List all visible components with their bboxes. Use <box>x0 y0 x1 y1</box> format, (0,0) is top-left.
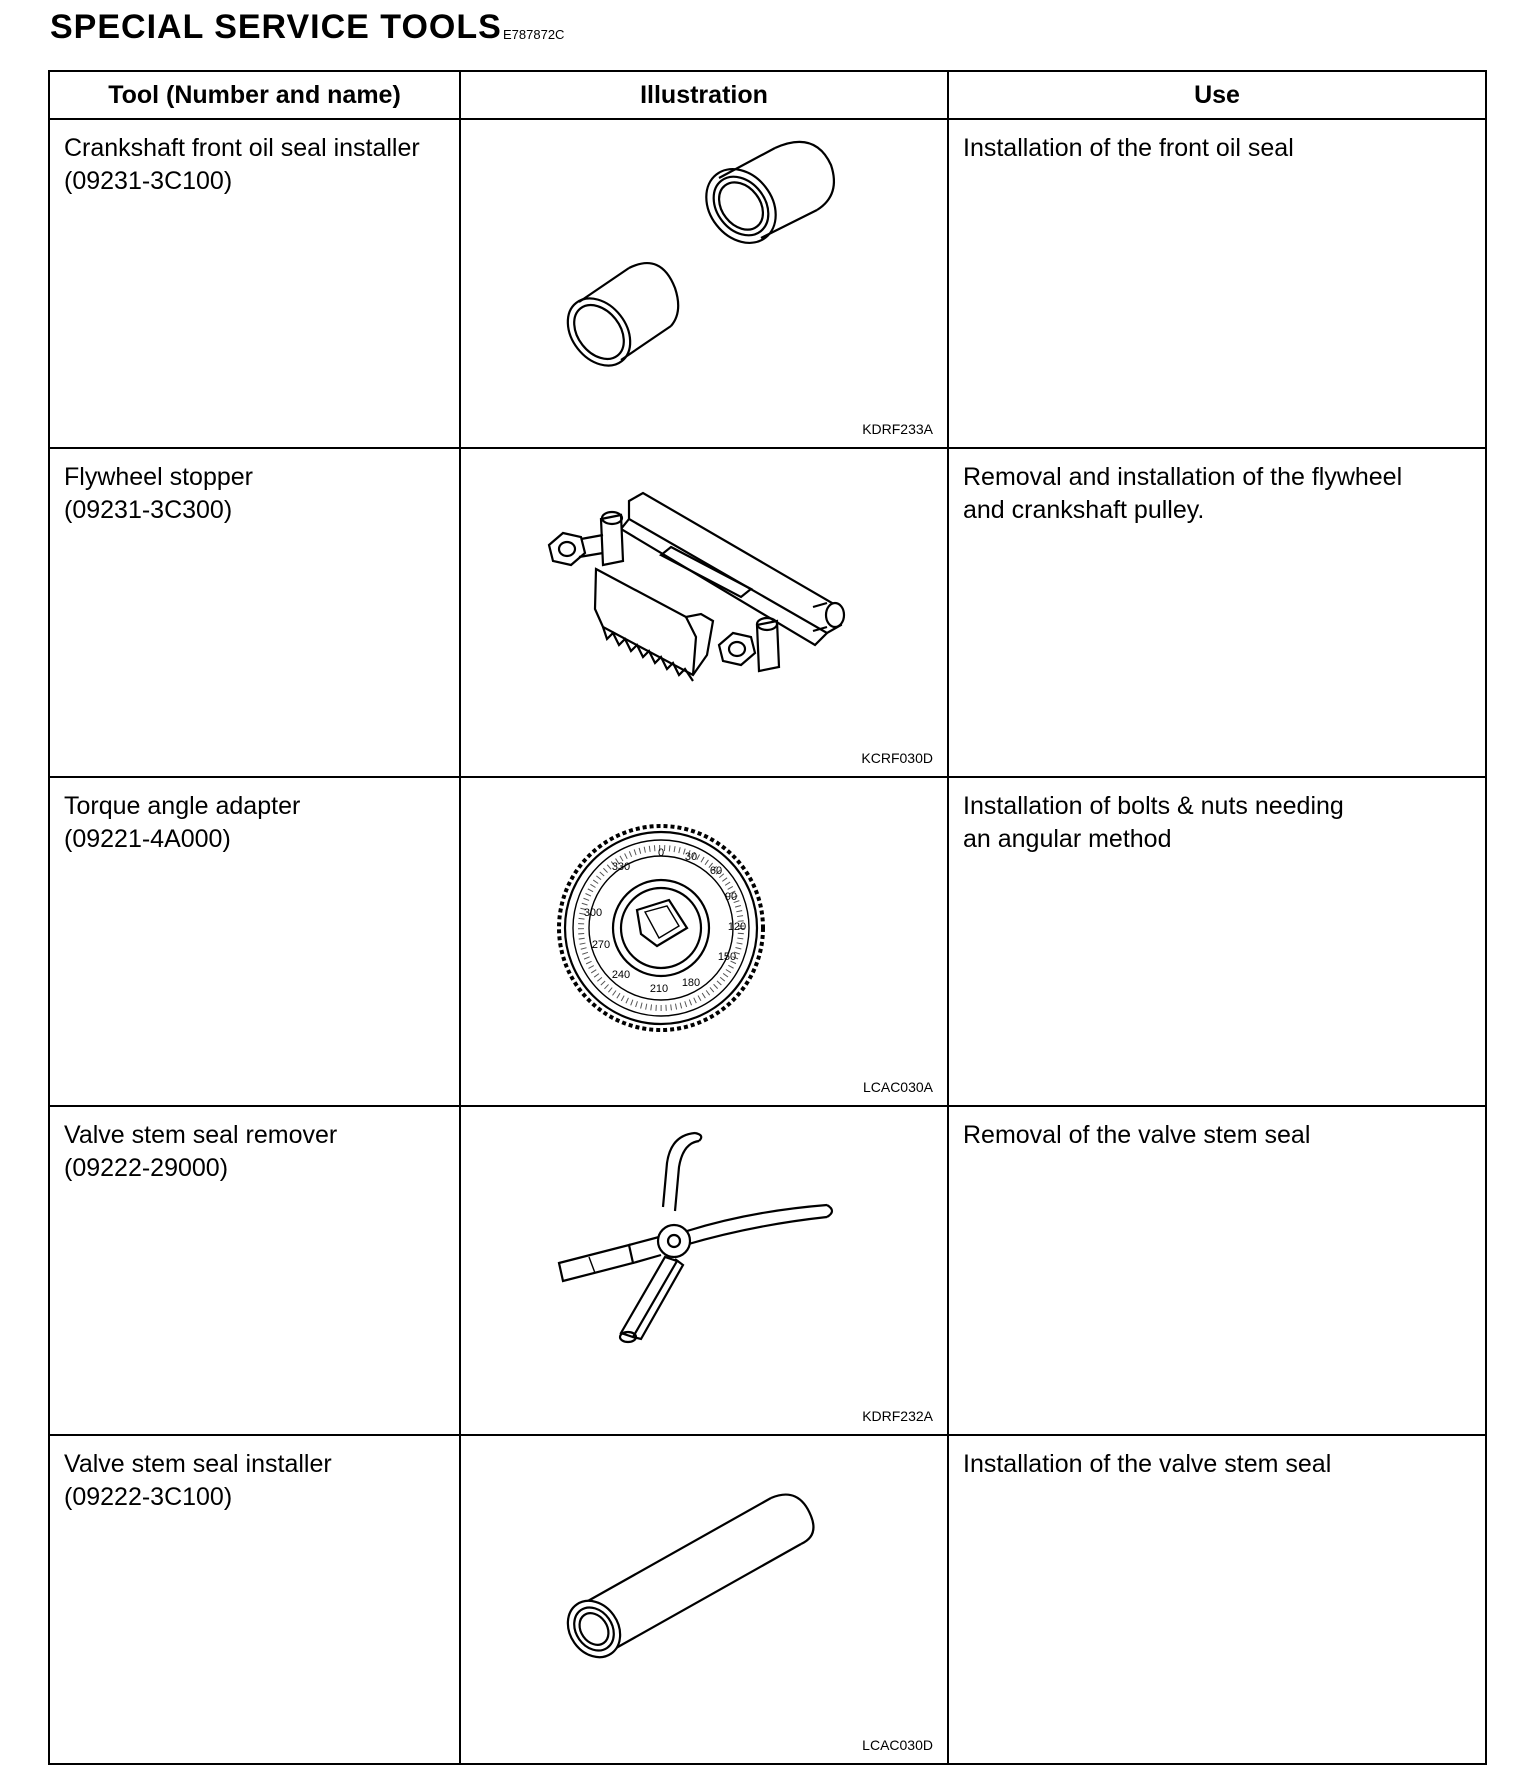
table-row <box>49 1106 1486 1435</box>
illustration-code: KCRF030D <box>861 750 933 766</box>
use-cell <box>948 1435 1486 1764</box>
illustration-cell <box>460 1106 948 1435</box>
torque-angle-adapter-icon <box>461 778 947 1093</box>
use-text: Removal of the valve stem seal <box>963 1121 1311 1149</box>
illustration-cell <box>460 777 948 1106</box>
svg-text:90: 90 <box>724 891 738 903</box>
special-tools-table <box>48 70 1487 1765</box>
tool-name-cell <box>49 448 460 777</box>
table-header-row <box>49 71 1486 119</box>
tool-name: Valve stem seal installer <box>64 1450 332 1478</box>
illustration-code: KDRF233A <box>862 421 933 437</box>
tool-name: Valve stem seal remover <box>64 1121 338 1149</box>
use-text: Installation of the valve stem seal <box>963 1450 1332 1478</box>
use-text: Removal and installation of the flywheel <box>963 463 1403 491</box>
column-header-use: Use <box>948 71 1486 119</box>
column-header-illustration: Illustration <box>460 71 948 119</box>
tool-name: Flywheel stopper <box>64 463 253 491</box>
svg-text:120: 120 <box>727 921 747 933</box>
tool-number: (09222-29000) <box>64 1154 229 1182</box>
page-title: SPECIAL SERVICE TOOLS <box>50 8 502 46</box>
valve-stem-seal-installer-icon <box>461 1436 947 1751</box>
column-header-tool: Tool (Number and name) <box>49 71 460 119</box>
illustration-cell <box>460 119 948 448</box>
tool-name: Crankshaft front oil seal installer <box>64 134 420 162</box>
tool-number: (09222-3C100) <box>64 1483 233 1511</box>
svg-text:330: 330 <box>611 861 631 873</box>
tool-name-cell <box>49 119 460 448</box>
svg-text:0: 0 <box>657 847 665 859</box>
svg-text:150: 150 <box>717 951 737 963</box>
svg-text:210: 210 <box>649 983 669 995</box>
tool-name-cell <box>49 777 460 1106</box>
illustration-code: LCAC030A <box>862 1079 933 1095</box>
tool-number: (09231-3C100) <box>64 167 233 195</box>
use-text: Installation of bolts & nuts needing <box>963 792 1344 820</box>
use-cell <box>948 448 1486 777</box>
tool-name-cell <box>49 1106 460 1435</box>
table-row <box>49 119 1486 448</box>
use-cell <box>948 119 1486 448</box>
tool-name-cell <box>49 1435 460 1764</box>
illustration-cell <box>460 1435 948 1764</box>
table-row <box>49 448 1486 777</box>
svg-text:60: 60 <box>709 865 723 877</box>
use-text: an angular method <box>963 825 1172 853</box>
illustration-code: LCAC030D <box>862 1737 933 1753</box>
illustration-code: KDRF232A <box>862 1408 933 1424</box>
table-row <box>49 1435 1486 1764</box>
document-code: E787872C <box>503 27 565 42</box>
table-row <box>49 777 1486 1106</box>
svg-text:300: 300 <box>583 907 603 919</box>
use-text: Installation of the front oil seal <box>963 134 1294 162</box>
tool-number: (09231-3C300) <box>64 496 233 524</box>
use-text: and crankshaft pulley. <box>963 496 1205 524</box>
valve-stem-seal-remover-icon <box>461 1107 947 1422</box>
svg-text:240: 240 <box>611 969 631 981</box>
svg-text:180: 180 <box>681 977 701 989</box>
use-cell <box>948 777 1486 1106</box>
oil-seal-installer-icon <box>461 120 947 435</box>
tool-name: Torque angle adapter <box>64 792 301 820</box>
flywheel-stopper-icon <box>461 449 947 764</box>
svg-text:30: 30 <box>684 851 698 863</box>
tool-number: (09221-4A000) <box>64 825 231 853</box>
svg-text:270: 270 <box>591 939 611 951</box>
illustration-cell <box>460 448 948 777</box>
use-cell <box>948 1106 1486 1435</box>
